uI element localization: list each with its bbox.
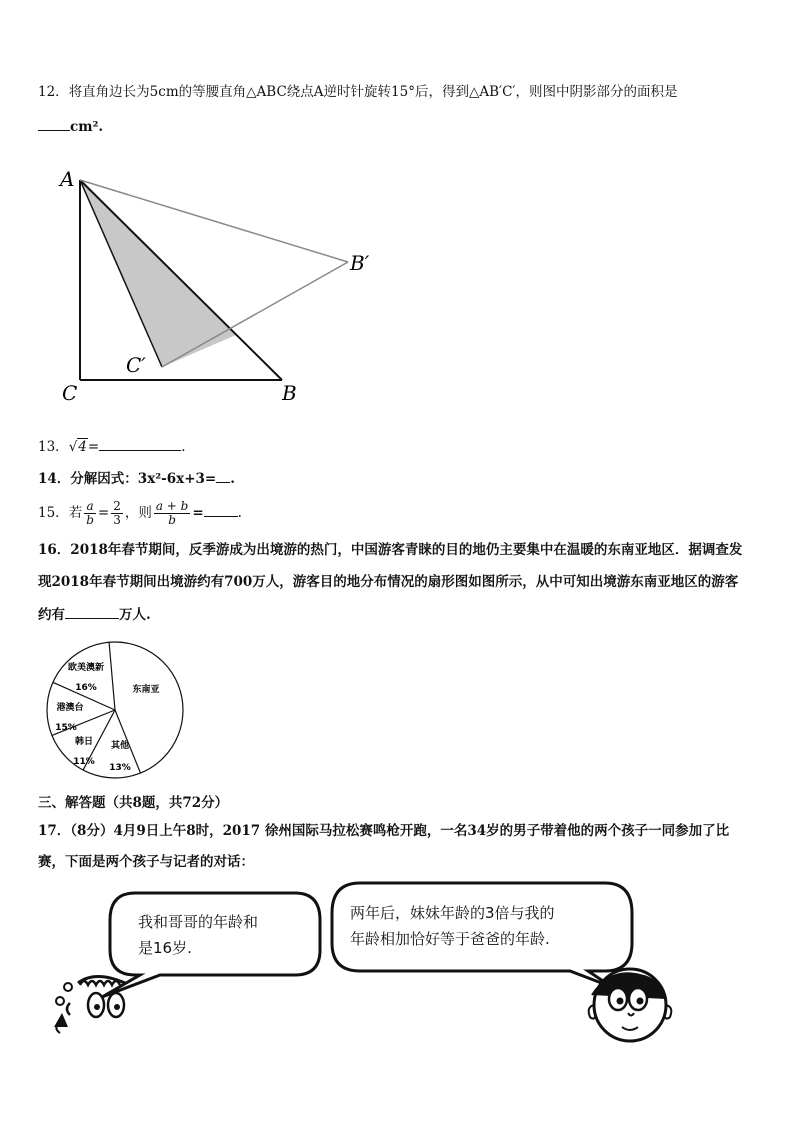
rotated-triangle-figure bbox=[50, 160, 390, 410]
q15-prefix: 若 bbox=[68, 505, 83, 521]
q16-line2 bbox=[38, 572, 738, 592]
q12-line2 bbox=[38, 116, 103, 137]
section3-title: 三、解答题（共8题，共72分） bbox=[38, 795, 229, 811]
pie-slice-value-0: 16% bbox=[75, 683, 97, 693]
q16-line1 bbox=[38, 540, 742, 560]
q17-text-line2: 赛，下面是两个孩子与记者的对话： bbox=[38, 854, 254, 870]
q12-unit: cm². bbox=[70, 119, 104, 135]
q14-number: 14． bbox=[38, 471, 71, 487]
pie-slice-value-2: 13% bbox=[109, 763, 131, 773]
q16-text-line1: 2018年春节期间，反季游成为出境游的热门，中国游客青睐的目的地仍主要集中在温暖的东南亚地区．据调查发 bbox=[70, 542, 743, 558]
pie-slice-label-0: 欧美澳新 bbox=[67, 663, 105, 673]
left-bubble-line1: 我和哥哥的年龄和 bbox=[138, 913, 259, 931]
pie-slice-label-2: 其他 bbox=[110, 741, 130, 751]
q16-line3 bbox=[38, 604, 151, 625]
label-B: B bbox=[282, 381, 297, 405]
q13-end: . bbox=[181, 439, 186, 455]
q13-number: 13． bbox=[38, 439, 69, 455]
q15-line bbox=[38, 498, 242, 528]
q17-line1 bbox=[38, 821, 729, 841]
girl-face-icon bbox=[54, 977, 125, 1034]
destination-pie-chart bbox=[40, 640, 190, 780]
q15-end: . bbox=[237, 505, 242, 521]
q14-line bbox=[38, 468, 235, 489]
q13-answer-blank[interactable] bbox=[99, 436, 181, 451]
q14-text: 分解因式：3x²-6x+3= bbox=[70, 471, 217, 487]
q12-text: 将直角边长为5cm的等腰直角△ABC绕点A逆时针旋转15°后，得到△AB′C′，则图中阴影部分的面积是 bbox=[68, 84, 678, 100]
q13-radicand: 4 bbox=[78, 439, 87, 455]
label-C-prime: C′ bbox=[126, 353, 146, 377]
label-B-prime: B′ bbox=[350, 251, 370, 275]
q15-answer-blank[interactable] bbox=[204, 502, 238, 517]
q13-equals: = bbox=[87, 439, 100, 455]
q13-line bbox=[38, 436, 186, 457]
q13-sqrt: √4 bbox=[68, 439, 87, 455]
q15-number: 15． bbox=[38, 505, 69, 521]
left-bubble-line2: 是16岁. bbox=[138, 939, 192, 957]
pie-slice-label-3: 韩日 bbox=[74, 737, 94, 747]
q16-answer-blank[interactable] bbox=[65, 604, 119, 619]
q17-line2 bbox=[38, 852, 254, 872]
pie-slice-value-4: 15% bbox=[55, 723, 77, 733]
q12-number: 12． bbox=[38, 84, 69, 100]
q16-text-prefix: 约有 bbox=[38, 607, 65, 623]
q15-equals: = bbox=[97, 505, 110, 521]
right-bubble-text bbox=[350, 900, 555, 952]
right-bubble-line1: 两年后，妹妹年龄的3倍与我的 bbox=[350, 904, 555, 922]
label-A: A bbox=[60, 167, 75, 191]
q14-answer-blank[interactable] bbox=[216, 468, 230, 483]
q15-equals-2: = bbox=[192, 505, 204, 521]
q16-number: 16． bbox=[38, 542, 71, 558]
right-bubble-line2: 年龄相加恰好等于爸爸的年龄. bbox=[350, 930, 550, 948]
q16-text-line2: 现2018年春节期间出境游约有700万人，游客目的地分布情况的扇形图如图所示，从中可知出境游东南亚地区的游客 bbox=[38, 574, 739, 590]
pie-slice-value-3: 11% bbox=[73, 757, 95, 767]
q16-text-suffix: 万人. bbox=[119, 607, 151, 623]
q17-number: 17． bbox=[38, 823, 71, 839]
pie-slice-label-4: 港澳台 bbox=[56, 703, 84, 713]
q14-end: . bbox=[230, 471, 235, 487]
q12-answer-blank[interactable] bbox=[38, 116, 70, 131]
q15-fraction-sum: $\frac{a + b}{b}$ bbox=[155, 499, 189, 527]
q15-fraction-two-thirds: $\frac{2}{3}$ bbox=[113, 499, 121, 527]
left-bubble-text bbox=[138, 909, 258, 961]
q12-line1 bbox=[38, 82, 677, 102]
label-C: C bbox=[62, 381, 78, 405]
pie-slice-label-1: 东南亚 bbox=[132, 685, 160, 695]
q17-text-line1: （8分）4月9日上午8时，2017 徐州国际马拉松赛鸣枪开跑，一名34岁的男子带着他的两个孩子一同参加了比 bbox=[70, 823, 730, 839]
q15-fraction-a-over-b: $\frac{a}{b}$ bbox=[86, 499, 94, 527]
q15-mid: ，则 bbox=[124, 505, 152, 521]
